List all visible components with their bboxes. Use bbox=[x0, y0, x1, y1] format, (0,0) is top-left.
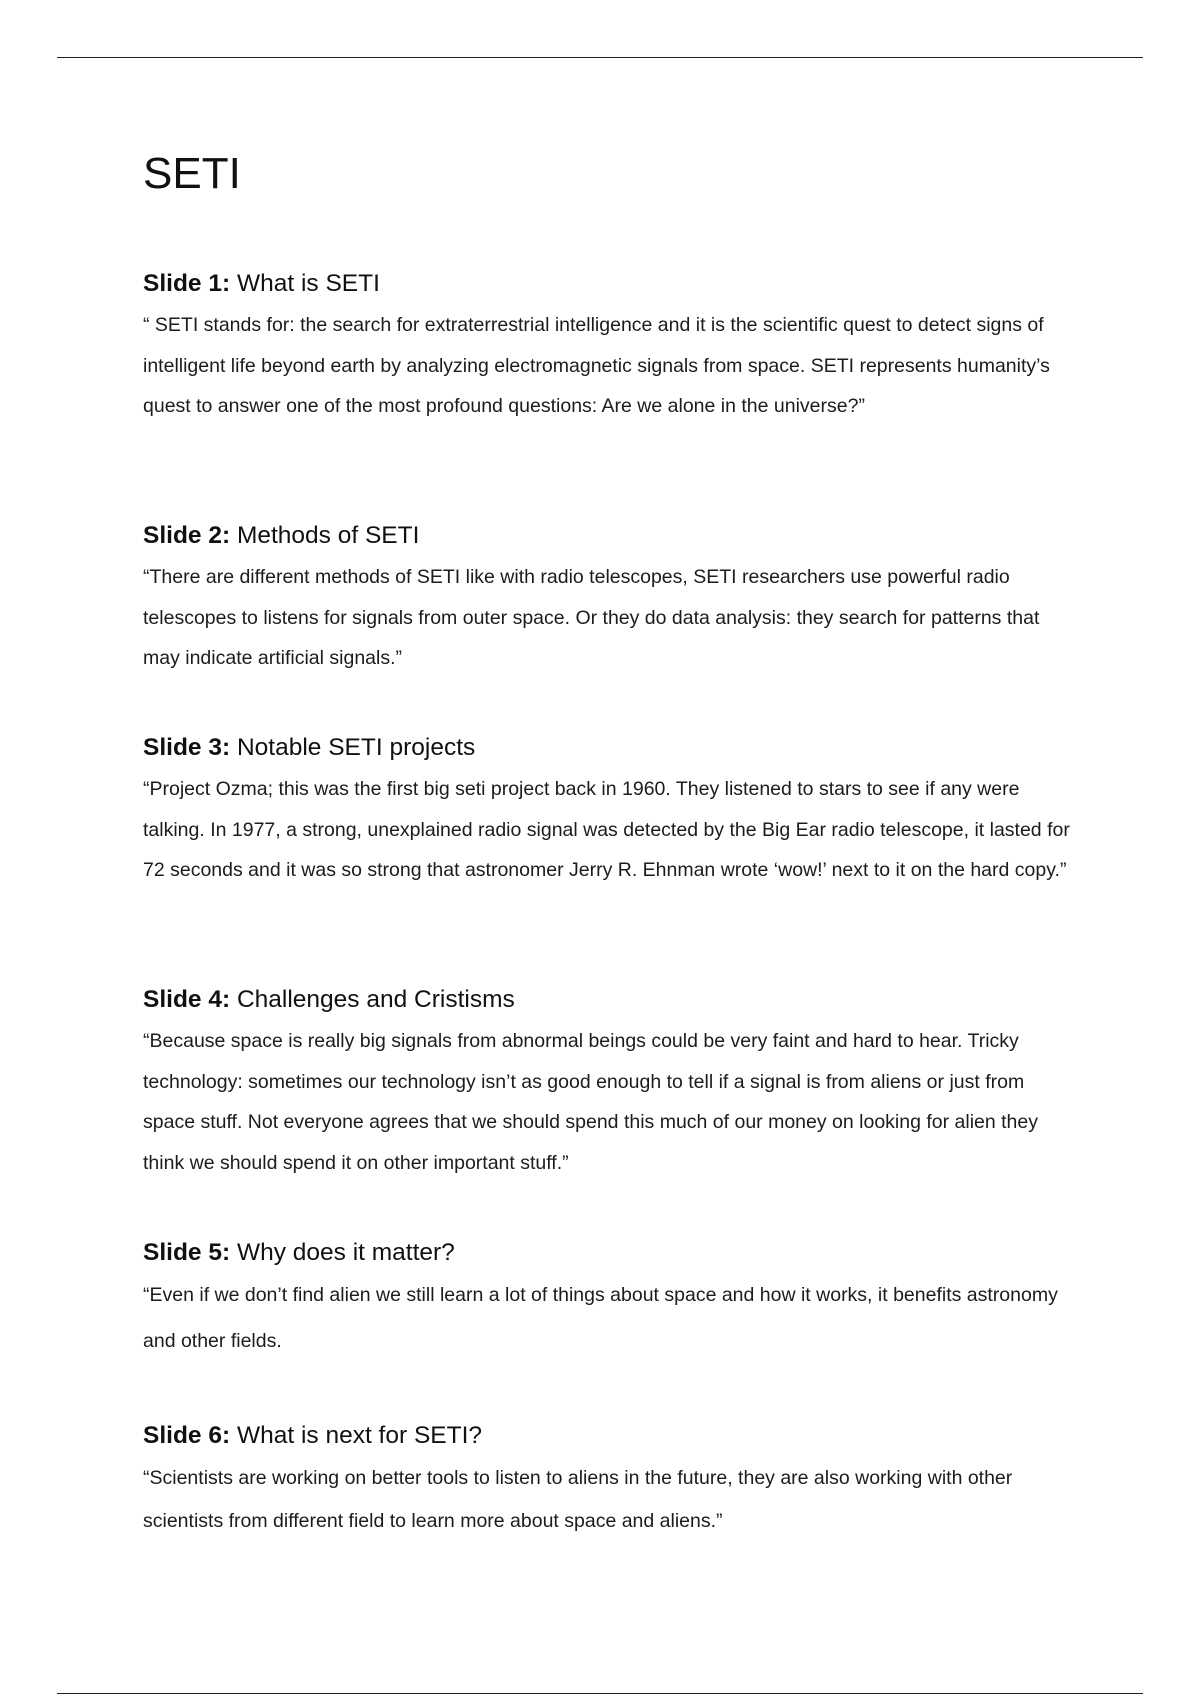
slide-text-6: “Scientists are working on better tools to listen to aliens in the future, they are also working with other scientists from different field to learn more about space and aliens.” bbox=[143, 1467, 1013, 1532]
slide-heading-1 bbox=[143, 267, 1073, 301]
slide-section-2 bbox=[143, 519, 1073, 679]
slide-heading-3 bbox=[143, 731, 1073, 765]
slide-number-3: Slide 3: bbox=[143, 734, 231, 761]
slide-heading-5 bbox=[143, 1236, 1073, 1270]
slide-title-2: Methods of SETI bbox=[236, 522, 420, 549]
slide-text-4: “Because space is really big signals from abnormal beings could be very faint and hard to hear. Tricky technology: sometimes our technology isn’t as good enough to tell if a signal is from aliens or just from space stuff. Not everyone agrees that we should spend this much of our money on looking for alien they think we should spend it on other important stuff.” bbox=[143, 1030, 1039, 1174]
slide-section-5 bbox=[143, 1236, 1073, 1364]
top-horizontal-rule bbox=[57, 57, 1143, 58]
slide-text-1: “ SETI stands for: the search for extraterrestrial intelligence and it is the scientific quest to detect signs of intelligent life beyond earth by analyzing electromagnetic signals from space. SETI represents humanity’s quest to answer one of the most profound questions: Are we alone in the universe?” bbox=[143, 314, 1050, 417]
slide-number-2: Slide 2: bbox=[143, 522, 231, 549]
slide-section-3 bbox=[143, 731, 1073, 891]
slide-title-4: Challenges and Cristisms bbox=[236, 986, 515, 1013]
slide-title-3: Notable SETI projects bbox=[236, 734, 476, 761]
slide-heading-6 bbox=[143, 1419, 1073, 1453]
slide-text-2: “There are different methods of SETI like with radio telescopes, SETI researchers use powerful radio telescopes to listens for signals from outer space. Or they do data analysis: they search for patterns that may indicate artificial signals.” bbox=[143, 566, 1040, 669]
slide-title-1: What is SETI bbox=[236, 270, 380, 297]
slide-heading-2 bbox=[143, 519, 1073, 553]
slide-title-6: What is next for SETI? bbox=[236, 1422, 483, 1449]
slide-text-3: “Project Ozma; this was the first big seti project back in 1960. They listened to stars to see if any were talking. In 1977, a strong, unexplained radio signal was detected by the Big Ear radio telescope, it lasted for 72 seconds and it was so strong that astronomer Jerry R. Ehnman wrote ‘wow!’ next to it on the hard copy.” bbox=[143, 778, 1070, 881]
slide-text-5: “Even if we don’t find alien we still learn a lot of things about space and how it works, it benefits astronomy and other fields. bbox=[143, 1284, 1058, 1352]
slide-number-1: Slide 1: bbox=[143, 270, 231, 297]
document-body bbox=[143, 267, 1073, 1532]
slide-section-6 bbox=[143, 1419, 1073, 1543]
page-title: SETI bbox=[143, 149, 241, 198]
slide-number-6: Slide 6: bbox=[143, 1422, 231, 1449]
slide-title-5: Why does it matter? bbox=[236, 1239, 455, 1266]
slide-section-1 bbox=[143, 267, 1073, 427]
slide-number-5: Slide 5: bbox=[143, 1239, 231, 1266]
slide-heading-4 bbox=[143, 983, 1073, 1017]
bottom-horizontal-rule bbox=[57, 1693, 1143, 1694]
slide-section-4 bbox=[143, 983, 1073, 1183]
slide-number-4: Slide 4: bbox=[143, 986, 231, 1013]
